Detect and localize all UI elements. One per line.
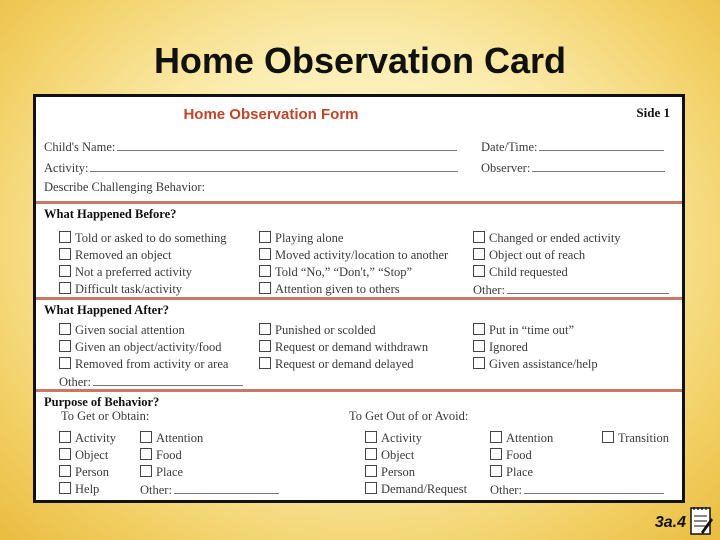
- checkbox[interactable]: [490, 448, 502, 460]
- checkbox[interactable]: [140, 465, 152, 477]
- other-line: [524, 482, 664, 494]
- describe-behavior-field[interactable]: [44, 180, 205, 195]
- before-option[interactable]: Told “No,” “Don't,” “Stop”: [259, 265, 412, 280]
- checkbox[interactable]: [259, 323, 271, 335]
- before-option[interactable]: Removed an object: [59, 248, 172, 263]
- child-name-line: [117, 139, 457, 151]
- after-option[interactable]: Given assistance/help: [473, 357, 598, 372]
- after-option[interactable]: Request or demand withdrawn: [259, 340, 428, 355]
- after-option[interactable]: Given an object/activity/food: [59, 340, 221, 355]
- describe-behavior-label: Describe Challenging Behavior:: [44, 180, 206, 194]
- checkbox[interactable]: [259, 357, 271, 369]
- checkbox[interactable]: [59, 482, 71, 494]
- activity-label: Activity:: [44, 161, 89, 175]
- section-divider: [36, 201, 682, 204]
- other-line: [507, 282, 669, 294]
- checkbox[interactable]: [59, 231, 71, 243]
- checkbox[interactable]: [59, 340, 71, 352]
- checkbox[interactable]: [59, 465, 71, 477]
- notepad-icon: [688, 504, 714, 536]
- checkbox[interactable]: [259, 265, 271, 277]
- slide-number-badge: 3a.4: [654, 514, 686, 531]
- purpose-option[interactable]: Food: [490, 448, 532, 463]
- checkbox[interactable]: [365, 431, 377, 443]
- checkbox[interactable]: [365, 482, 377, 494]
- after-option[interactable]: Put in “time out”: [473, 323, 574, 338]
- checkbox[interactable]: [365, 465, 377, 477]
- purpose-option[interactable]: Activity: [59, 431, 116, 446]
- checkbox[interactable]: [259, 282, 271, 294]
- purpose-option[interactable]: Transition: [602, 431, 669, 446]
- checkbox[interactable]: [473, 323, 485, 335]
- child-name-field[interactable]: [44, 139, 457, 155]
- other-line: [174, 482, 279, 494]
- checkbox[interactable]: [473, 265, 485, 277]
- purpose-option[interactable]: Help: [59, 482, 99, 497]
- checkbox[interactable]: [59, 282, 71, 294]
- purpose-option[interactable]: Person: [59, 465, 109, 480]
- checkbox[interactable]: [59, 357, 71, 369]
- after-option[interactable]: Removed from activity or area: [59, 357, 228, 372]
- before-option[interactable]: Changed or ended activity: [473, 231, 621, 246]
- date-time-label: Date/Time:: [481, 140, 538, 154]
- checkbox[interactable]: [490, 431, 502, 443]
- activity-field[interactable]: [44, 160, 458, 176]
- purpose-option[interactable]: Attention: [490, 431, 553, 446]
- checkbox[interactable]: [140, 448, 152, 460]
- before-other-field[interactable]: Other:: [473, 282, 669, 298]
- checkbox[interactable]: [59, 431, 71, 443]
- purpose-option[interactable]: Person: [365, 465, 415, 480]
- purpose-option[interactable]: Object: [59, 448, 108, 463]
- get-other-field[interactable]: Other:: [140, 482, 279, 498]
- date-time-field[interactable]: [481, 139, 664, 155]
- purpose-option[interactable]: Object: [365, 448, 414, 463]
- observer-line: [532, 160, 665, 172]
- before-option[interactable]: Told or asked to do something: [59, 231, 227, 246]
- avoid-other-field[interactable]: Other:: [490, 482, 664, 498]
- after-option[interactable]: Ignored: [473, 340, 528, 355]
- observation-form: [33, 94, 685, 503]
- other-line: [93, 374, 243, 386]
- get-obtain-label: To Get or Obtain:: [61, 409, 150, 423]
- avoid-label: To Get Out of or Avoid:: [349, 409, 469, 423]
- before-option[interactable]: Not a preferred activity: [59, 265, 192, 280]
- before-heading: What Happened Before?: [44, 207, 177, 221]
- purpose-option[interactable]: Place: [490, 465, 533, 480]
- checkbox[interactable]: [473, 357, 485, 369]
- after-option[interactable]: Punished or scolded: [259, 323, 376, 338]
- after-option[interactable]: Given social attention: [59, 323, 185, 338]
- form-title: Home Observation Form: [183, 106, 359, 123]
- before-option[interactable]: Object out of reach: [473, 248, 585, 263]
- purpose-option[interactable]: Attention: [140, 431, 203, 446]
- after-other-field[interactable]: Other:: [59, 374, 243, 390]
- checkbox[interactable]: [602, 431, 614, 443]
- checkbox[interactable]: [59, 323, 71, 335]
- checkbox[interactable]: [259, 231, 271, 243]
- purpose-option[interactable]: Food: [140, 448, 182, 463]
- side-label: Side 1: [636, 105, 670, 120]
- before-option[interactable]: Moved activity/location to another: [259, 248, 448, 263]
- before-option[interactable]: Attention given to others: [259, 282, 400, 297]
- purpose-heading: Purpose of Behavior?: [44, 395, 160, 409]
- observer-field[interactable]: [481, 160, 665, 176]
- before-option[interactable]: Child requested: [473, 265, 568, 280]
- checkbox[interactable]: [473, 340, 485, 352]
- activity-line: [90, 160, 458, 172]
- checkbox[interactable]: [365, 448, 377, 460]
- purpose-option[interactable]: Place: [140, 465, 183, 480]
- checkbox[interactable]: [473, 248, 485, 260]
- checkbox[interactable]: [490, 465, 502, 477]
- before-option[interactable]: Playing alone: [259, 231, 343, 246]
- child-name-label: Child's Name:: [44, 140, 116, 154]
- checkbox[interactable]: [59, 265, 71, 277]
- purpose-option[interactable]: Activity: [365, 431, 422, 446]
- after-heading: What Happened After?: [44, 303, 169, 317]
- before-option[interactable]: Difficult task/activity: [59, 282, 182, 297]
- checkbox[interactable]: [259, 248, 271, 260]
- observer-label: Observer:: [481, 161, 531, 175]
- page-title: Home Observation Card: [153, 40, 567, 81]
- section-divider: [36, 389, 682, 392]
- purpose-option[interactable]: Demand/Request: [365, 482, 467, 497]
- checkbox[interactable]: [59, 248, 71, 260]
- after-option[interactable]: Request or demand delayed: [259, 357, 414, 372]
- section-divider: [36, 297, 682, 300]
- checkbox[interactable]: [140, 431, 152, 443]
- checkbox[interactable]: [259, 340, 271, 352]
- date-time-line: [539, 139, 664, 151]
- checkbox[interactable]: [59, 448, 71, 460]
- checkbox[interactable]: [473, 231, 485, 243]
